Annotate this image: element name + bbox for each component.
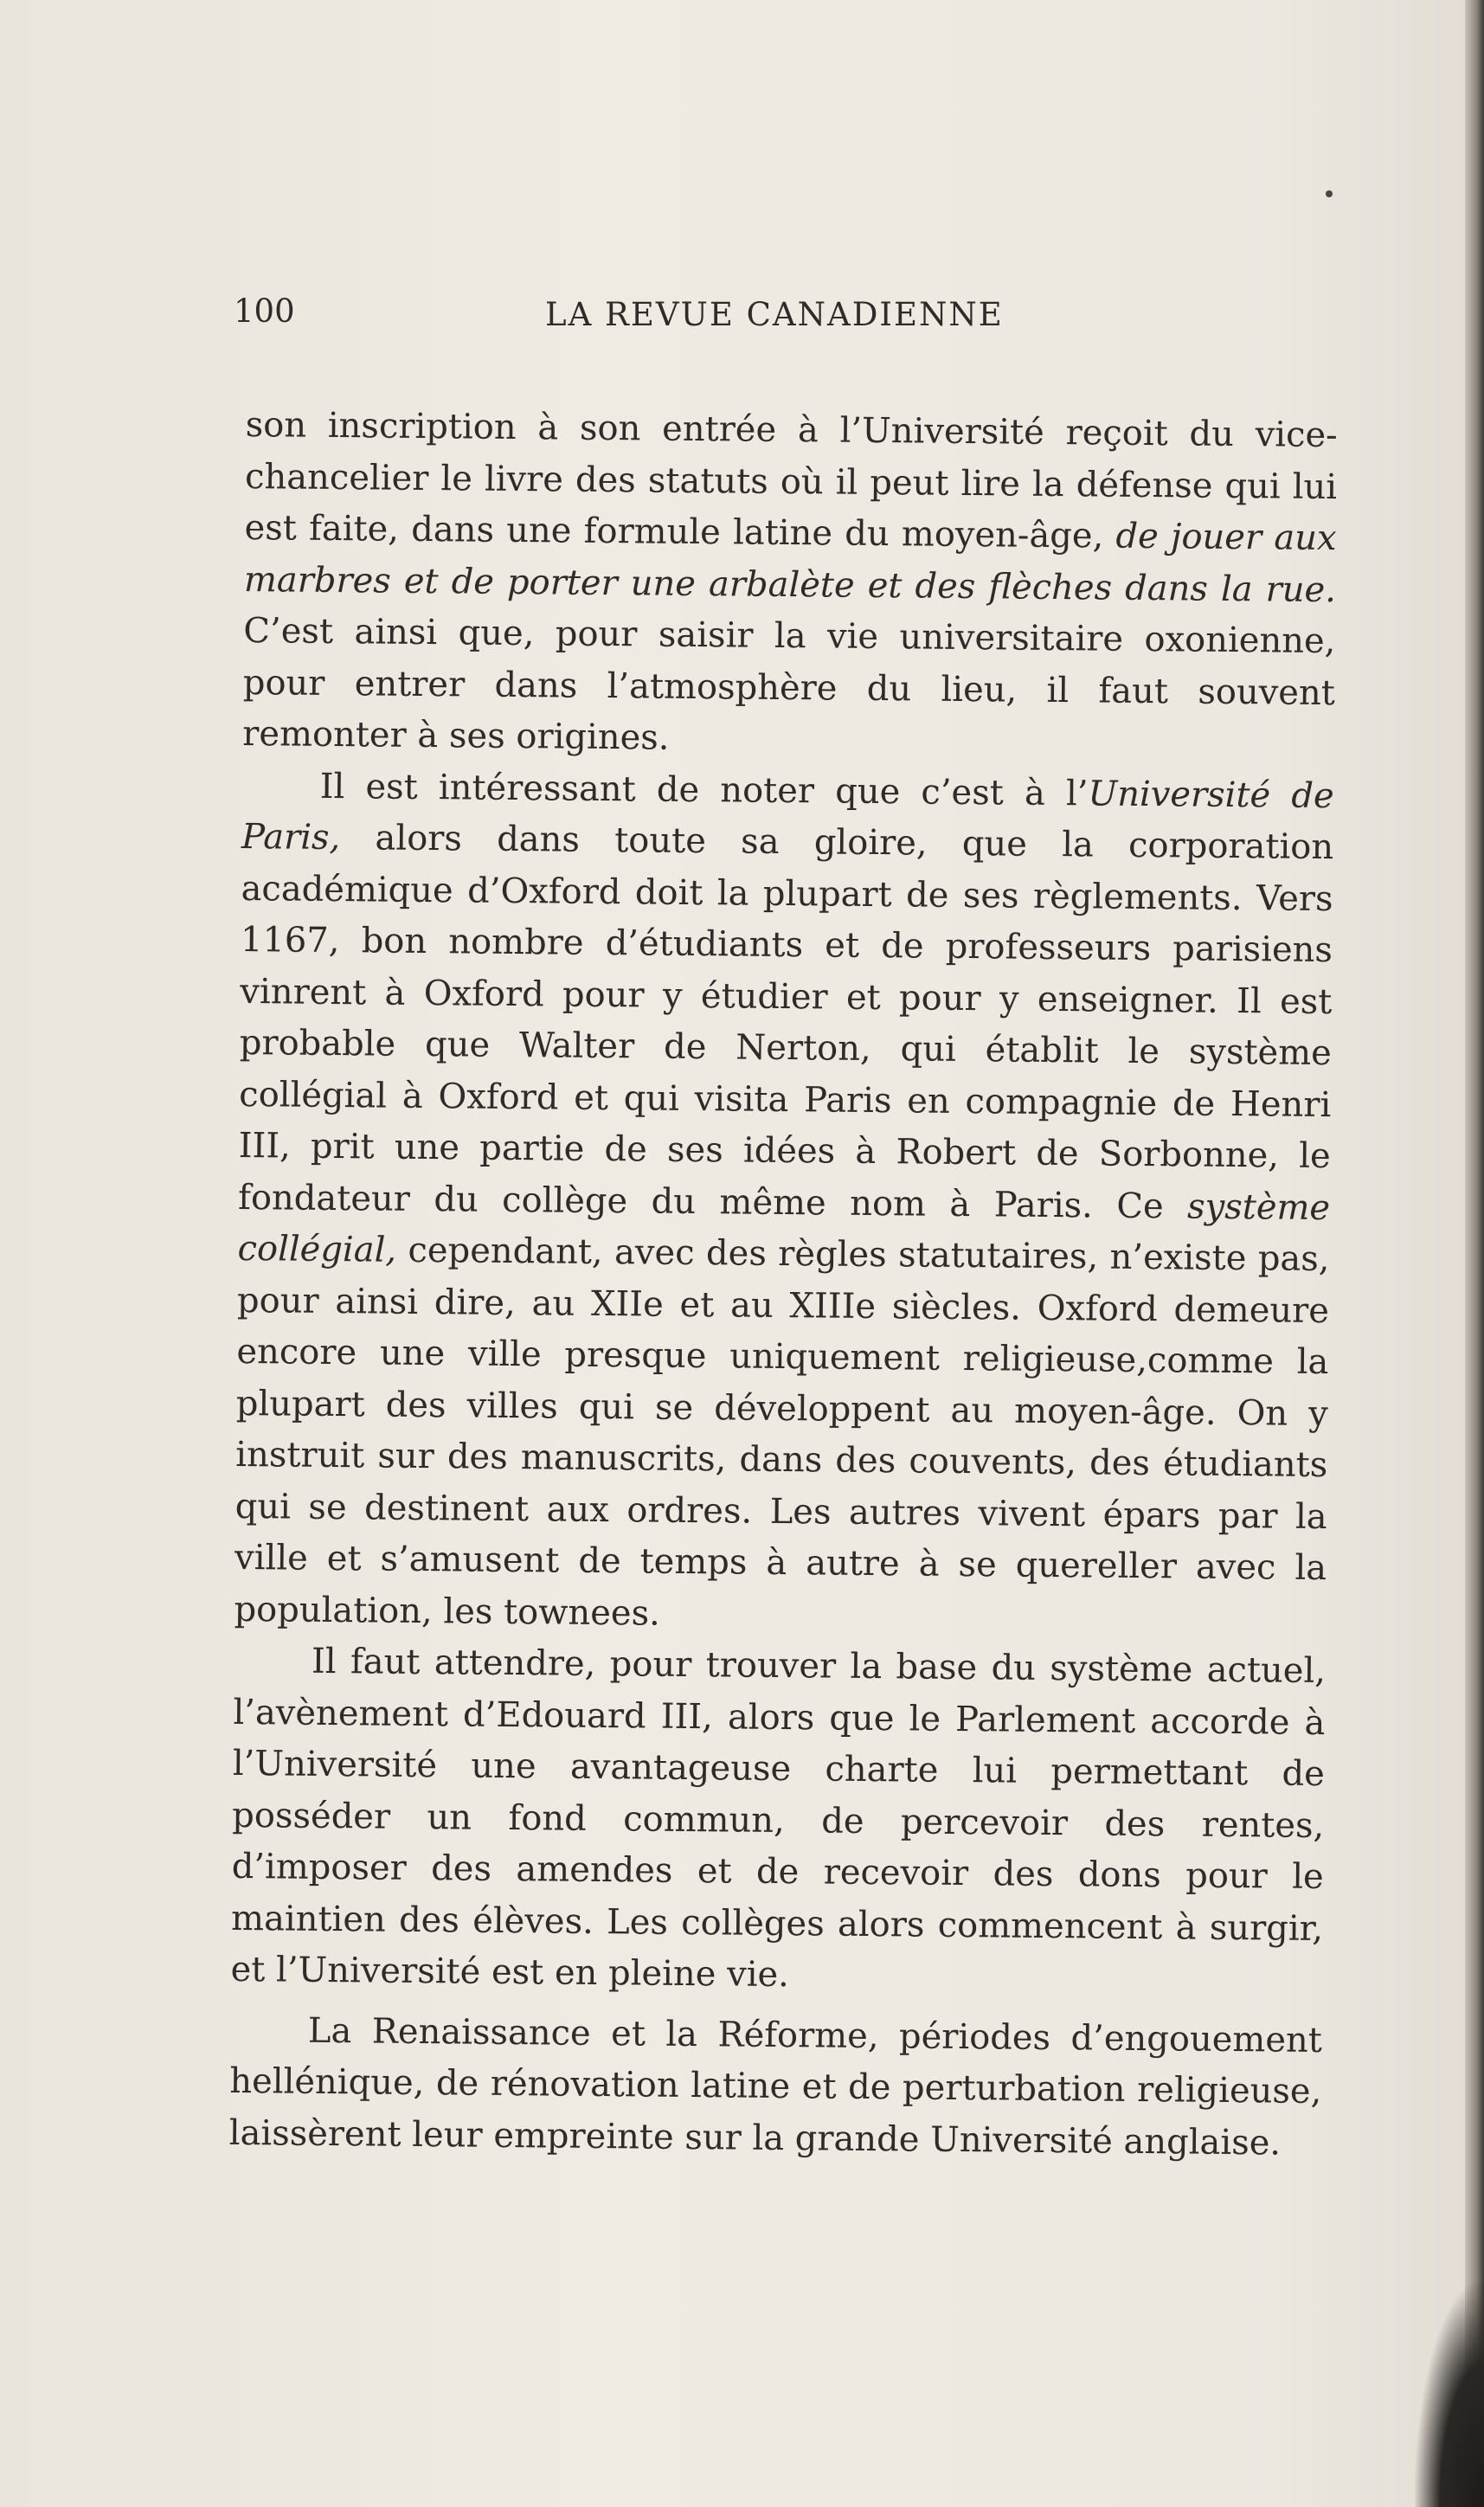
paragraph-2-run-4-italic: système collégial, [237, 1186, 1331, 1270]
paragraph-2-run-3: alors dans toute sa gloire, que la corporation académique d’Oxford doit la plupart de ses règlements. Vers 1167, bon nombre d’étudiants et de professeurs parisiens vinrent à Oxford pour y étudier et pour y enseigner. Il est probable que Walter de Nerton, qui établit le système collégial à Oxford et qui visita Paris en compagnie de Henri III, prit une partie de ses idées à Robert de Sorbonne, le fondateur du collège du même nom à Paris. Ce [237, 818, 1334, 1226]
paragraph-3-run-1: Il faut attendre, pour trouver la base du système actuel, l’avènement d’Edouard III, alors que le Parlement accorde à l’Université une avantageuse charte lui permettant de posséder un fond commun, de percevoir des rentes, d’imposer des amendes et de recevoir des dons pour le maintien des élèves. Les collèges alors commencent à surgir, et l’Université est en pleine vie. [230, 1641, 1327, 1996]
paragraph-2-run-5: cependant, avec des règles statutaires, n’existe pas, pour ainsi dire, au XIIe et au XIIIe siècles. Oxford demeure encore une ville presque uniquement religieuse,comme la plupart des villes qui se développent au moyen-âge. On y instruit sur des manuscrits, dans des couvents, des étudiants qui se destinent aux ordres. Les autres vivent épars par la ville et s’amusent de temps à autre à se quereller avec la population, les townees. [234, 1230, 1330, 1634]
page-corner-shadow [1415, 2282, 1484, 2507]
paragraph-4 [228, 2004, 1322, 2170]
paragraph-1-run-1: son inscription à son entrée à l’Université reçoit du vice-chancelier le livre des statuts où il peut lire la défense qui lui est faite, dans une formule latine du moyen-âge, [244, 404, 1338, 556]
paragraph-2 [234, 760, 1334, 1646]
body-text [228, 400, 1337, 2170]
paragraph-1-run-3: C’est ainsi que, pour saisir la vie universitaire oxonienne, pour entrer dans l’atmosphère du lieu, il faut souvent remonter à ses origines. [242, 610, 1336, 758]
paragraph-1-run-2-italic: de jouer aux marbres et de porter une arbalète et des flèches dans la rue. [243, 516, 1337, 610]
running-head [234, 292, 1324, 344]
paragraph-2-run-2-italic: Université de Paris, [241, 773, 1334, 858]
journal-title: LA REVUE CANADIENNE [545, 296, 1004, 333]
paragraph-2-run-1: Il est intéressant de noter que c’est à l’ [319, 766, 1089, 813]
paragraph-1 [242, 400, 1338, 771]
paragraph-4-run-1: La Renaissance et la Réforme, périodes d’engouement hellénique, de rénovation latine et de perturbation religieuse, laissèrent leur empreinte sur la grande Université anglaise. [228, 2010, 1323, 2163]
paragraph-3 [230, 1636, 1326, 2007]
ink-speck [1326, 190, 1333, 197]
page-edge-shadow [1465, 0, 1484, 2507]
page-number: 100 [234, 292, 295, 330]
